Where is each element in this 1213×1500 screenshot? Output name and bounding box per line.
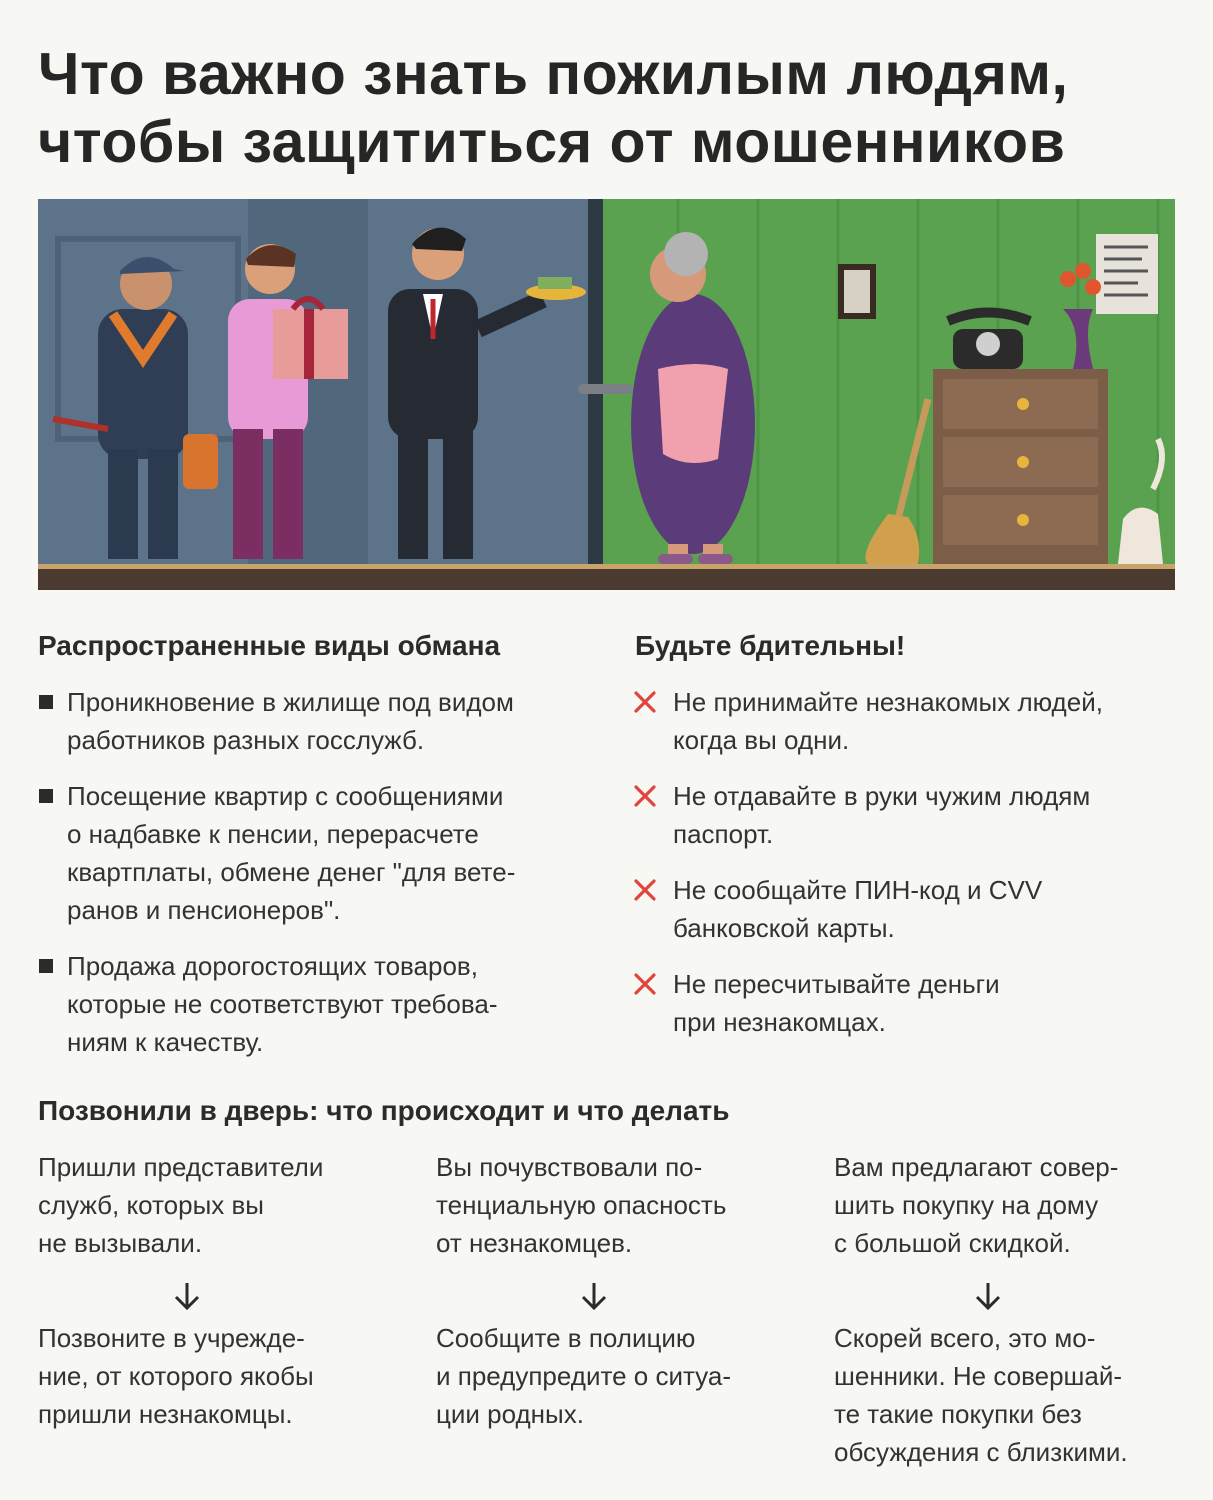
square-bullet-icon [39,959,53,973]
scam-item [38,683,608,759]
scam-item [38,777,608,929]
situation-text: Вы почувствовали по- тенциальную опасность от незнакомцев. [436,1152,727,1258]
situation-text: Вам предлагают совер- шить покупку на дому с большой скидкой. [834,1152,1119,1258]
door-handle [578,384,633,394]
warning-item [635,871,1195,947]
warning-item-text: Не принимайте незнакомых людей, когда вы одни. [673,687,1103,755]
vigilant-list [635,683,1195,1041]
red-cross-icon [632,971,658,997]
arrow-down-icon [974,1281,1002,1311]
situation-text: Пришли представители служб, которых вы не вызывали. [38,1152,324,1258]
red-cross-icon [632,783,658,809]
scam-item [38,947,608,1061]
square-bullet-icon [39,789,53,803]
dresser [933,369,1108,564]
arrow-down-icon [580,1281,608,1311]
red-cross-icon [632,689,658,715]
scams-heading: Распространенные виды обмана [38,630,501,661]
scam-item-text: Продажа дорогостоящих товаров, которые не соответствуют требова- ниям к качеству. [67,951,498,1057]
action-text: Сообщите в полицию и предупредите о ситуа- ции родных. [436,1323,732,1429]
warning-item [635,683,1195,759]
warning-item [635,777,1195,853]
title-line-2: чтобы защититься от мошенников [38,109,1066,175]
warning-item-text: Не сообщайте ПИН-код и CVV банковской карты. [673,875,1043,943]
warning-item-text: Не отдавайте в руки чужим людям паспорт. [673,781,1091,849]
scam-item-text: Проникновение в жилище под видом работников разных госслужб. [67,687,514,755]
warning-item-text: Не пересчитывайте деньги при незнакомцах. [673,969,1000,1037]
scene-illustration [38,199,1175,590]
doorbell-heading: Позвонили в дверь: что происходит и что делать [38,1095,730,1126]
scams-list [38,683,608,1061]
action-text: Позвоните в учрежде- ние, от которого якобы пришли незнакомцы. [38,1323,314,1429]
scam-item-text: Посещение квартир с сообщениями о надбавке к пенсии, перерасчете квартплаты, обмене денег "для вете- ранов и пенсионеров". [67,781,516,925]
arrow-down-icon [173,1281,201,1311]
action-text: Скорей всего, это мо- шенники. Не совершай- те такие покупки без обсуждения с близкими. [834,1323,1128,1467]
title-line-1: Что важно знать пожилым людям, [38,41,1069,107]
square-bullet-icon [39,695,53,709]
page-title [38,40,1188,176]
red-cross-icon [632,877,658,903]
vigilant-heading: Будьте бдительны! [635,630,906,661]
warning-item [635,965,1195,1041]
